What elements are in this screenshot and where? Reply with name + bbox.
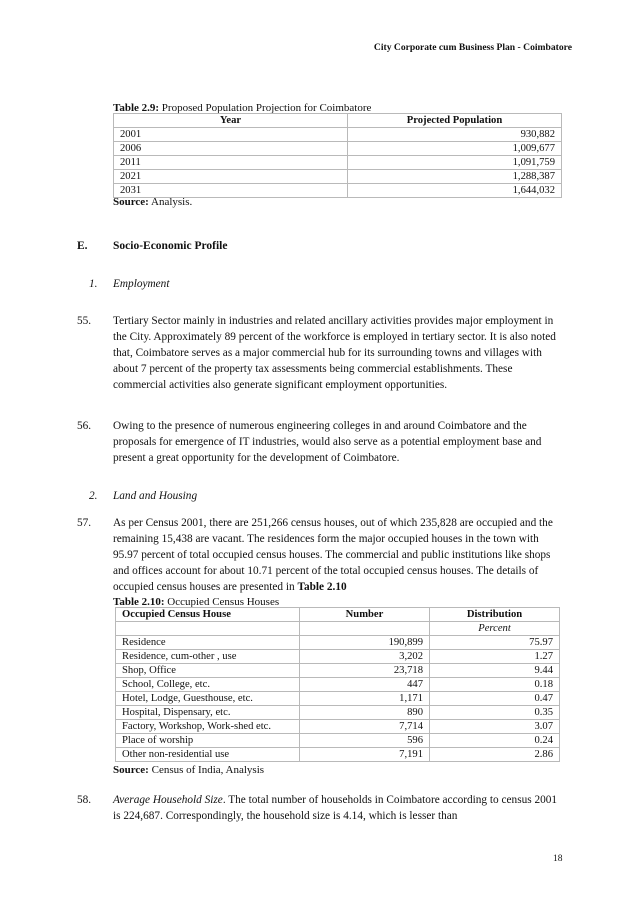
table-row <box>116 692 560 706</box>
table-row <box>114 170 562 184</box>
caption-label: Table 2.10: <box>113 596 165 608</box>
source-label: Source: <box>113 196 149 208</box>
subheader-percent: Percent <box>430 622 560 636</box>
paragraph-text: As per Census 2001, there are 251,266 census houses, out of which 235,828 are occupied and the remaining 15,438 are vacant. The residences form the major occupied houses in the town with 95.97 percent of total occupied census houses. The commercial and public institutions like shops and offices account for about 10.71 percent of the total occupied census houses. The details of occupied census houses are presented in <box>113 517 553 593</box>
page-number: 18 <box>553 854 563 864</box>
percent-cell: 9.44 <box>430 664 560 678</box>
house-type-cell: Other non-residential use <box>116 748 300 762</box>
percent-cell: 3.07 <box>430 720 560 734</box>
table-subheader-row <box>116 622 560 636</box>
table-row <box>114 142 562 156</box>
subsection-number: 1. <box>89 278 98 290</box>
table-reference: Table 2.10 <box>297 581 347 593</box>
table-row <box>116 636 560 650</box>
house-type-cell: Shop, Office <box>116 664 300 678</box>
table-row <box>116 650 560 664</box>
percent-cell: 1.27 <box>430 650 560 664</box>
percent-cell: 75.97 <box>430 636 560 650</box>
table-2-10-source <box>113 762 264 778</box>
house-type-cell: Residence, cum-other , use <box>116 650 300 664</box>
percent-cell: 0.35 <box>430 706 560 720</box>
year-cell: 2031 <box>114 184 348 198</box>
year-cell: 2011 <box>114 156 348 170</box>
table-row <box>116 748 560 762</box>
empty-cell <box>300 622 430 636</box>
house-type-cell: Hospital, Dispensary, etc. <box>116 706 300 720</box>
paragraph-58 <box>113 792 563 824</box>
occupied-census-houses-table <box>115 607 560 762</box>
number-cell: 1,171 <box>300 692 430 706</box>
table-header-row <box>114 114 562 128</box>
table-row <box>114 128 562 142</box>
number-cell: 890 <box>300 706 430 720</box>
house-type-cell: Hotel, Lodge, Guesthouse, etc. <box>116 692 300 706</box>
number-cell: 23,718 <box>300 664 430 678</box>
population-cell: 1,009,677 <box>348 142 562 156</box>
number-cell: 7,714 <box>300 720 430 734</box>
table-row <box>116 706 560 720</box>
subsection-title: Employment <box>113 278 170 290</box>
paragraph-56: Owing to the presence of numerous engineering colleges in and around Coimbatore and the proposals for emergence of IT industries, would also serve as a potential employment base and present a great opportunity for the development of Coimbatore. <box>113 420 542 464</box>
year-cell: 2006 <box>114 142 348 156</box>
number-cell: 447 <box>300 678 430 692</box>
caption-label: Table 2.9: <box>113 102 160 114</box>
percent-cell: 0.47 <box>430 692 560 706</box>
house-type-cell: Residence <box>116 636 300 650</box>
paragraph-number: 57. <box>77 517 92 529</box>
population-cell: 1,644,032 <box>348 184 562 198</box>
house-type-cell: Factory, Workshop, Work-shed etc. <box>116 720 300 734</box>
number-cell: 190,899 <box>300 636 430 650</box>
population-cell: 1,091,759 <box>348 156 562 170</box>
table-row <box>116 734 560 748</box>
table-2-9-source <box>113 194 192 210</box>
caption-text: Occupied Census Houses <box>164 596 280 608</box>
header-house-type: Occupied Census House <box>116 608 300 622</box>
running-header: City Corporate cum Business Plan - Coimbatore <box>373 42 572 53</box>
house-type-cell: Place of worship <box>116 734 300 748</box>
header-distribution: Distribution <box>430 608 560 622</box>
section-letter: E. <box>77 240 88 252</box>
year-cell: 2021 <box>114 170 348 184</box>
table-row <box>114 156 562 170</box>
subsection-title: Land and Housing <box>113 490 198 502</box>
source-text: Census of India, Analysis <box>148 764 265 776</box>
year-cell: 2001 <box>114 128 348 142</box>
paragraph-55: Tertiary Sector mainly in industries and related ancillary activities provides major employment in the City. Approximately 89 percent of the workforce is employed in tertiary sector. It is also noted that, Coimbatore serves as a major commercial hub for its surrounding towns and villages with about 7 percent of the property tax assessments being commercial establishments. These commercial activities also generate significant employment opportunities. <box>113 315 556 391</box>
table-row <box>116 678 560 692</box>
source-text: Analysis. <box>148 196 193 208</box>
caption-text: Proposed Population Projection for Coimbatore <box>159 102 372 114</box>
paragraph-text: . The total number of households in Coimbatore according to census 2001 is 224,687. Correspondingly, the household size is 4.14, which is lesser than <box>113 794 558 822</box>
number-cell: 596 <box>300 734 430 748</box>
house-type-cell: School, College, etc. <box>116 678 300 692</box>
empty-cell <box>116 622 300 636</box>
source-label: Source: <box>113 764 149 776</box>
percent-cell: 0.18 <box>430 678 560 692</box>
header-projected-population: Projected Population <box>348 114 562 128</box>
subsection-number: 2. <box>89 490 98 502</box>
paragraph-57 <box>113 515 563 595</box>
paragraph-number: 55. <box>77 315 92 327</box>
paragraph-number: 58. <box>77 794 92 806</box>
population-projection-table <box>113 113 562 198</box>
header-year: Year <box>114 114 348 128</box>
paragraph-number: 56. <box>77 420 92 432</box>
paragraph-lead: Average Household Size <box>113 794 223 806</box>
percent-cell: 2.86 <box>430 748 560 762</box>
number-cell: 7,191 <box>300 748 430 762</box>
number-cell: 3,202 <box>300 650 430 664</box>
percent-cell: 0.24 <box>430 734 560 748</box>
table-row <box>116 720 560 734</box>
table-row <box>116 664 560 678</box>
population-cell: 930,882 <box>348 128 562 142</box>
section-title: Socio-Economic Profile <box>113 240 228 252</box>
header-number: Number <box>300 608 430 622</box>
population-cell: 1,288,387 <box>348 170 562 184</box>
table-header-row <box>116 608 560 622</box>
